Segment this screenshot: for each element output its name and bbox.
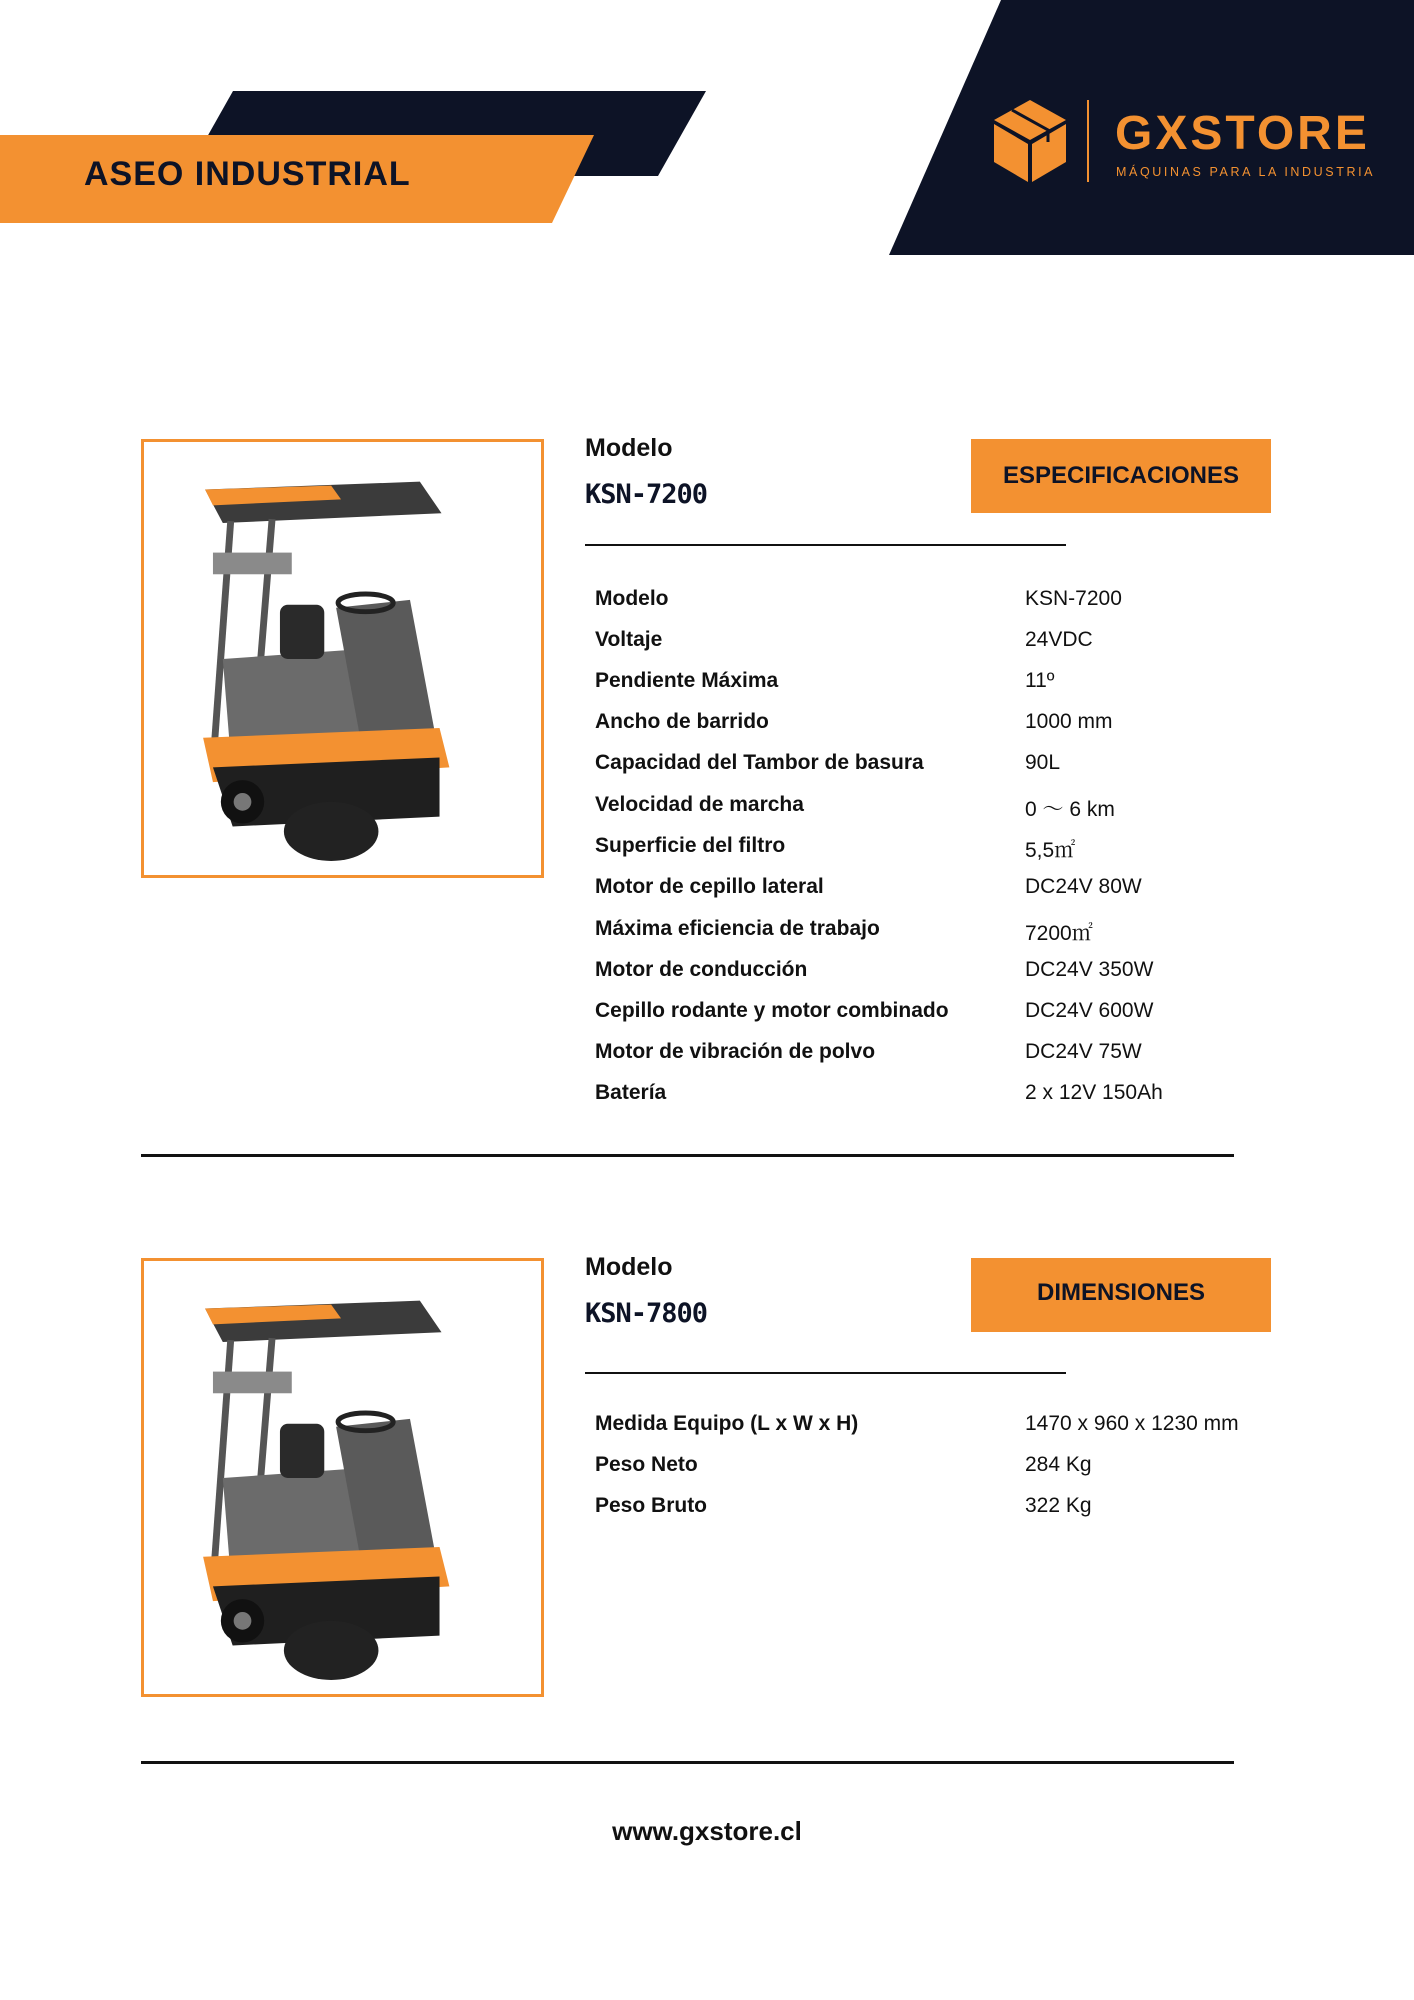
- table-row: [595, 628, 1295, 658]
- spec-key: Máxima eficiencia de trabajo: [595, 917, 880, 940]
- section-tag-especificaciones: ESPECIFICACIONES: [971, 439, 1271, 513]
- section-separator: [141, 1154, 1234, 1157]
- banner-title: ASEO INDUSTRIAL: [84, 155, 411, 193]
- spec-key: Medida Equipo (L x W x H): [595, 1412, 859, 1435]
- spec-value: 5,5㎡: [1025, 839, 1076, 862]
- spec-value: 2 x 12V 150Ah: [1025, 1081, 1163, 1104]
- table-row: [595, 958, 1295, 988]
- spec-value: 1470 x 960 x 1230 mm: [1025, 1412, 1239, 1435]
- spec-key: Motor de vibración de polvo: [595, 1040, 876, 1063]
- spec-value: DC24V 80W: [1025, 875, 1142, 898]
- table-row: [595, 1081, 1295, 1111]
- product-image: [141, 1258, 544, 1697]
- footer-website-link[interactable]: www.gxstore.cl: [612, 1816, 802, 1846]
- sweeper-machine-image: [144, 1261, 541, 1694]
- section-tag-dimensiones: DIMENSIONES: [971, 1258, 1271, 1332]
- spec-value: DC24V 350W: [1025, 958, 1154, 981]
- table-row: [595, 1412, 1295, 1442]
- table-row: [595, 834, 1295, 864]
- brand-divider: [1087, 100, 1089, 182]
- spec-key: Pendiente Máxima: [595, 669, 779, 692]
- model-value: KSN-7800: [585, 1298, 708, 1329]
- spec-value: 7200㎡: [1025, 922, 1093, 945]
- spec-key: Ancho de barrido: [595, 710, 769, 733]
- spec-key: Cepillo rodante y motor combinado: [595, 999, 949, 1022]
- spec-value: 90L: [1025, 751, 1061, 774]
- spec-value: DC24V 75W: [1025, 1040, 1142, 1063]
- product-image: [141, 439, 544, 878]
- spec-value: 1000 mm: [1025, 710, 1113, 733]
- table-row: [595, 999, 1295, 1029]
- spec-key: Motor de conducción: [595, 958, 808, 981]
- spec-key: Motor de cepillo lateral: [595, 875, 824, 898]
- table-row: [595, 1453, 1295, 1483]
- spec-value: 11º: [1025, 669, 1055, 692]
- spec-key: Peso Bruto: [595, 1494, 708, 1517]
- brand-name: GXSTORE: [1115, 107, 1370, 160]
- model-value: KSN-7200: [585, 479, 708, 510]
- spec-key: Batería: [595, 1081, 667, 1104]
- spec-value: 24VDC: [1025, 628, 1093, 651]
- table-row: [595, 1494, 1295, 1524]
- section-separator: [141, 1761, 1234, 1764]
- spec-key: Peso Neto: [595, 1453, 698, 1476]
- section-divider: [585, 1372, 1066, 1374]
- sweeper-machine-image: [144, 442, 541, 875]
- spec-key: Superficie del filtro: [595, 834, 786, 857]
- cube-icon: [990, 98, 1070, 184]
- table-row: [595, 875, 1295, 905]
- model-label: Modelo: [585, 434, 673, 462]
- spec-key: Capacidad del Tambor de basura: [595, 751, 924, 774]
- spec-value: DC24V 600W: [1025, 999, 1154, 1022]
- spec-value: 322 Kg: [1025, 1494, 1092, 1517]
- spec-value: 284 Kg: [1025, 1453, 1092, 1476]
- table-row: [595, 917, 1295, 947]
- table-row: [595, 587, 1295, 617]
- spec-key: Voltaje: [595, 628, 663, 651]
- table-row: [595, 751, 1295, 781]
- spec-key: Velocidad de marcha: [595, 793, 804, 816]
- table-row: [595, 793, 1295, 823]
- spec-key: Modelo: [595, 587, 669, 610]
- table-row: [595, 669, 1295, 699]
- spec-value: KSN-7200: [1025, 587, 1122, 610]
- brand-tagline: MÁQUINAS PARA LA INDUSTRIA: [1116, 165, 1376, 179]
- model-label: Modelo: [585, 1253, 673, 1281]
- table-row: [595, 1040, 1295, 1070]
- spec-value: 0 ～ 6 km: [1025, 798, 1115, 821]
- table-row: [595, 710, 1295, 740]
- section-divider: [585, 544, 1066, 546]
